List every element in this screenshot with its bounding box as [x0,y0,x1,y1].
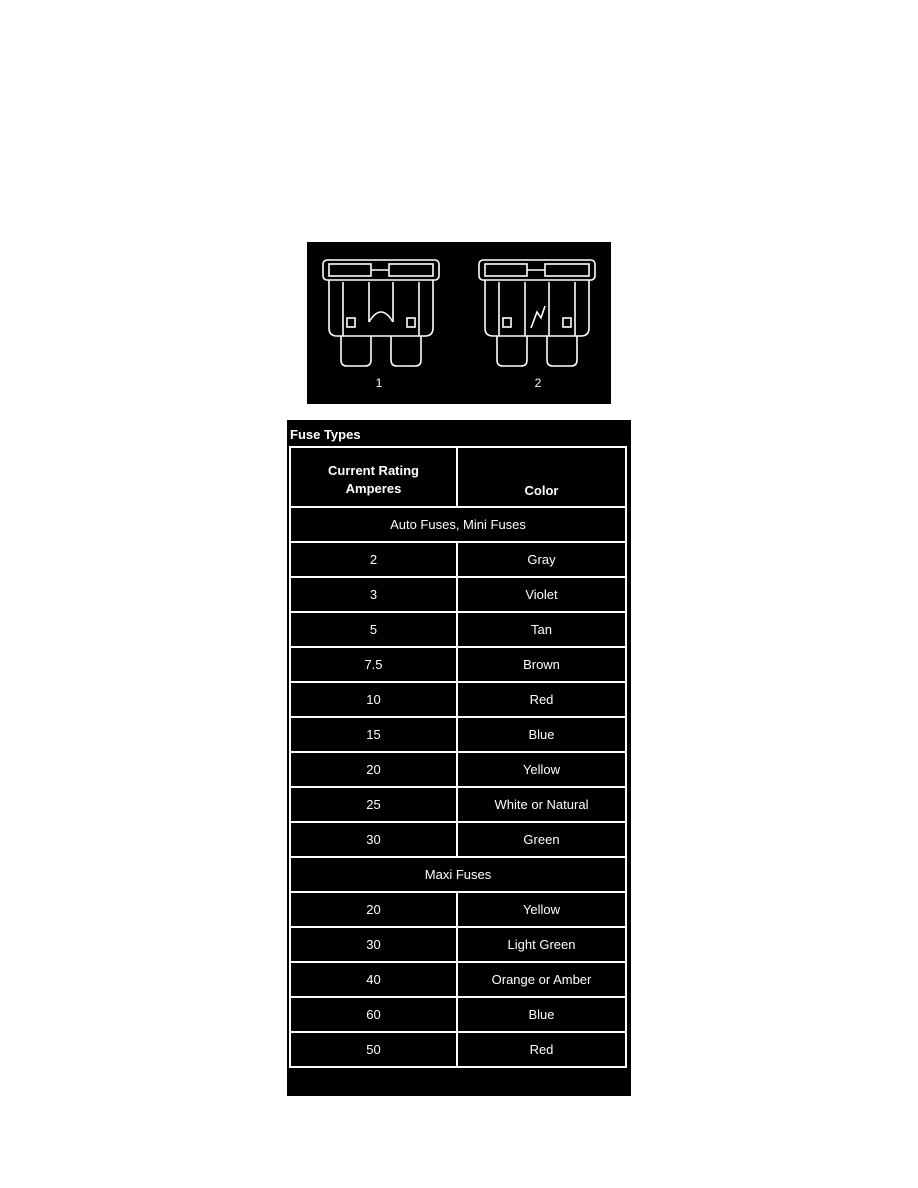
table-row [290,542,626,577]
table-row [290,822,626,857]
color-cell: Yellow [457,892,626,927]
amps-cell: 25 [290,787,457,822]
color-cell: Red [457,1032,626,1067]
fuse-types-table [289,446,627,1068]
fuse-illustration [307,242,611,404]
table-row [290,682,626,717]
fuse-label-2: 2 [534,376,542,390]
table-row [290,962,626,997]
amps-cell: 30 [290,927,457,962]
amps-cell: 10 [290,682,457,717]
color-cell: Blue [457,717,626,752]
section-row [290,857,626,892]
color-cell: Green [457,822,626,857]
header-current-rating-line1: Current Rating [328,463,419,478]
table-row [290,577,626,612]
section-heading: Maxi Fuses [290,857,626,892]
amps-cell: 3 [290,577,457,612]
amps-cell: 20 [290,892,457,927]
fuse-types-panel [287,420,631,1096]
amps-cell: 30 [290,822,457,857]
table-row [290,647,626,682]
fuse-drawing [307,242,611,404]
section-heading: Auto Fuses, Mini Fuses [290,507,626,542]
table-row [290,1032,626,1067]
color-cell: Yellow [457,752,626,787]
fuse-2-drawing [479,260,595,366]
color-cell: Red [457,682,626,717]
color-cell: Light Green [457,927,626,962]
color-cell: Tan [457,612,626,647]
amps-cell: 50 [290,1032,457,1067]
table-row [290,787,626,822]
fuse-label-1: 1 [375,376,383,390]
amps-cell: 2 [290,542,457,577]
table-row [290,927,626,962]
table-header-row [290,447,626,507]
amps-cell: 40 [290,962,457,997]
color-cell: Gray [457,542,626,577]
header-current-rating [290,447,457,507]
color-cell: Violet [457,577,626,612]
color-cell: Blue [457,997,626,1032]
amps-cell: 20 [290,752,457,787]
amps-cell: 60 [290,997,457,1032]
section-row [290,507,626,542]
amps-cell: 7.5 [290,647,457,682]
table-row [290,612,626,647]
amps-cell: 5 [290,612,457,647]
color-cell: Orange or Amber [457,962,626,997]
header-current-rating-line2: Amperes [345,481,402,496]
amps-cell: 15 [290,717,457,752]
header-color: Color [457,447,626,507]
table-row [290,752,626,787]
table-title: Fuse Types [290,427,361,442]
fuse-1-drawing [323,260,439,366]
table-row [290,892,626,927]
table-row [290,717,626,752]
color-cell: White or Natural [457,787,626,822]
table-row [290,997,626,1032]
color-cell: Brown [457,647,626,682]
